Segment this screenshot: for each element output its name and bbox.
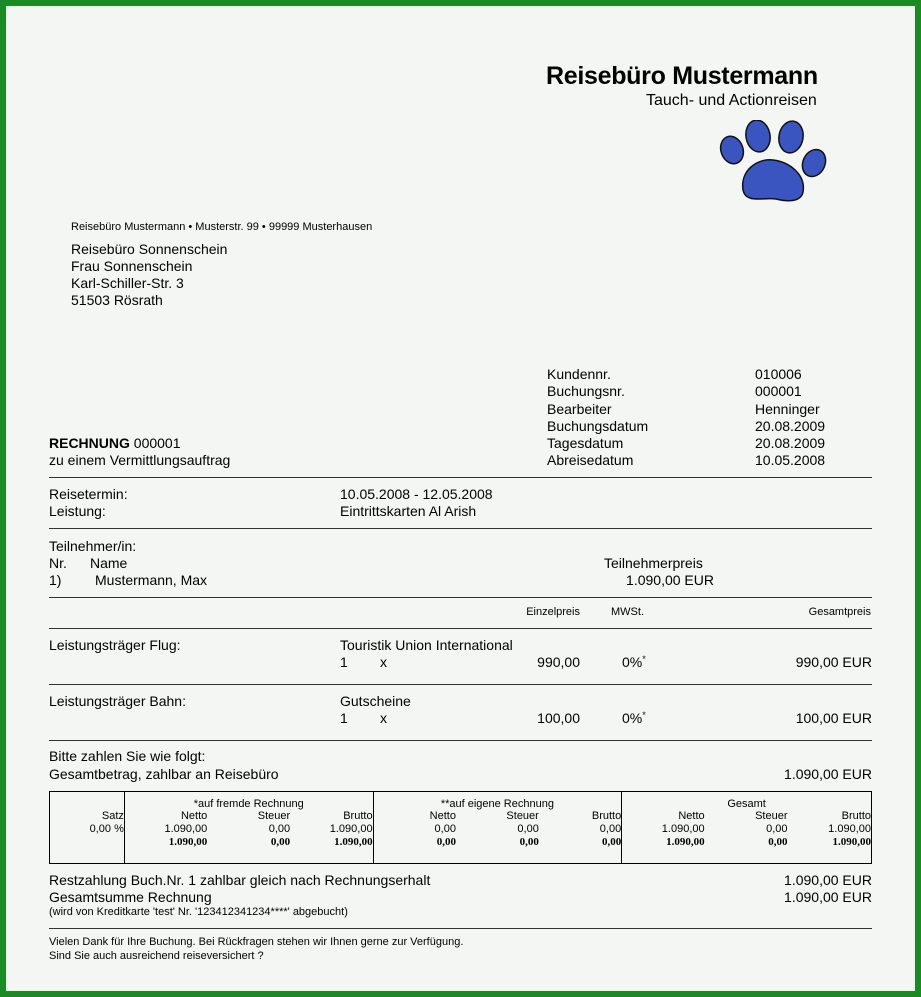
participants-col-nr: Nr. <box>49 555 67 571</box>
items-header-unit: Einzelpreis <box>526 606 580 618</box>
item-total: 990,00 EUR <box>795 654 872 670</box>
item-qty: 1 <box>340 710 348 726</box>
tax-sum-cell: 1.090,00 <box>832 836 871 848</box>
tax-sum-cell: 1.090,00 <box>334 836 373 848</box>
tax-col-netto: Netto <box>373 810 456 823</box>
payment-intro: Bitte zahlen Sie wie folgt: <box>49 748 206 764</box>
divider <box>49 597 872 598</box>
tax-group-foreign: *auf fremde Rechnung <box>124 792 373 811</box>
meta-label: Tagesdatum <box>547 435 624 451</box>
tax-sum-cell: 1.090,00 <box>124 836 207 864</box>
item-provider: Gutscheine <box>340 693 411 709</box>
invoice-page <box>6 6 915 991</box>
tax-cell: 1.090,00 <box>124 823 207 836</box>
tax-col-netto: Netto <box>124 810 207 823</box>
item-unit: 100,00 <box>537 710 580 726</box>
participant-nr: 1) <box>49 572 62 588</box>
company-name: Reisebüro Mustermann <box>546 62 818 90</box>
item-total: 100,00 EUR <box>795 710 872 726</box>
item-label: Leistungsträger Bahn: <box>49 693 186 709</box>
meta-label: Kundennr. <box>547 366 611 382</box>
footer-insurance: Sind Sie auch ausreichend reiseversichert ? <box>49 950 264 962</box>
tax-sum-cell: 0,00 <box>270 836 291 848</box>
footer-thanks: Vielen Dank für Ihre Buchung. Bei Rückfragen stehen wir Ihnen gerne zur Verfügung. <box>49 936 464 948</box>
participant-price: 1.090,00 EUR <box>626 572 714 588</box>
tax-cell: 1.090,00 <box>828 823 871 835</box>
divider <box>49 528 872 529</box>
trip-service-value: Eintrittskarten Al Arish <box>340 503 477 519</box>
sender-line: Reisebüro Mustermann • Musterstr. 99 • 99999 Musterhausen <box>71 221 373 233</box>
remaining-value: 1.090,00 EUR <box>784 872 872 888</box>
item-vat-star: * <box>642 710 646 720</box>
recipient-line: 51503 Rösrath <box>71 292 163 308</box>
participants-heading: Teilnehmer/in: <box>49 538 137 554</box>
recipient-line: Karl-Schiller-Str. 3 <box>71 275 184 291</box>
invoice-title-label: RECHNUNG <box>49 435 130 451</box>
item-vat <box>622 654 646 670</box>
tax-col-brutto: Brutto <box>841 810 871 822</box>
invoice-title <box>49 435 181 451</box>
trip-service-label: Leistung: <box>49 503 106 519</box>
company-tagline: Tauch- und Actionreisen <box>646 92 817 109</box>
divider <box>49 684 872 685</box>
tax-sum-cell: 0,00 <box>601 836 622 848</box>
recipient-line: Reisebüro Sonnenschein <box>71 241 228 257</box>
tax-cell: 1.090,00 <box>622 823 705 836</box>
paw-icon <box>718 120 828 209</box>
divider <box>49 628 872 629</box>
divider <box>49 477 872 478</box>
meta-value: 20.08.2009 <box>755 435 826 451</box>
tax-col-netto: Netto <box>622 810 705 823</box>
participants-col-price: Teilnehmerpreis <box>604 555 703 571</box>
item-label: Leistungsträger Flug: <box>49 637 181 653</box>
tax-cell: 0,00 <box>599 823 622 835</box>
tax-sum-cell: 0,00 <box>373 836 456 864</box>
items-header-vat: MWSt. <box>611 606 644 618</box>
invoice-sum-value: 1.090,00 EUR <box>784 889 872 905</box>
tax-cell: 0,00 % <box>89 823 124 835</box>
item-unit: 990,00 <box>537 654 580 670</box>
item-x: x <box>380 654 387 670</box>
tax-col-satz: Satz <box>101 810 124 822</box>
meta-label: Buchungsnr. <box>547 383 625 399</box>
meta-label: Abreisedatum <box>547 452 634 468</box>
meta-value: 010006 <box>755 366 802 382</box>
invoice-subtitle: zu einem Vermittlungsauftrag <box>49 452 231 468</box>
item-vat <box>622 710 646 726</box>
tax-cell: 0,00 <box>517 823 539 835</box>
remaining-label: Restzahlung Buch.Nr. 1 zahlbar gleich nach Rechnungserhalt <box>49 872 431 888</box>
tax-col-steuer: Steuer <box>755 810 788 822</box>
tax-cell: 0,00 <box>766 823 788 835</box>
meta-value: 20.08.2009 <box>755 418 826 434</box>
tax-sum-cell: 0,00 <box>519 836 539 848</box>
meta-value: 000001 <box>755 383 802 399</box>
meta-value: Henninger <box>755 401 820 417</box>
item-vat-value: 0% <box>622 710 643 726</box>
invoice-sum-label: Gesamtsumme Rechnung <box>49 889 212 905</box>
tax-col-brutto: Brutto <box>591 810 622 822</box>
payment-total-value: 1.090,00 EUR <box>784 766 872 782</box>
item-provider: Touristik Union International <box>340 637 513 653</box>
participants-col-name: Name <box>90 555 128 571</box>
item-x: x <box>380 710 387 726</box>
payment-total-label: Gesamtbetrag, zahlbar an Reisebüro <box>49 766 279 782</box>
tax-sum-cell: 1.090,00 <box>622 836 705 864</box>
trip-date-value: 10.05.2008 - 12.05.2008 <box>340 486 493 502</box>
tax-col-brutto: Brutto <box>343 810 373 822</box>
item-vat-value: 0% <box>622 654 643 670</box>
tax-group-total: Gesamt <box>622 792 872 811</box>
items-header-total: Gesamtpreis <box>808 606 871 618</box>
meta-label: Bearbeiter <box>547 401 612 417</box>
invoice-number: 000001 <box>133 435 181 451</box>
tax-sum-cell: 0,00 <box>768 836 788 848</box>
tax-col-steuer: Steuer <box>257 810 291 822</box>
item-vat-star: * <box>642 654 646 664</box>
meta-label: Buchungsdatum <box>547 418 649 434</box>
tax-cell: 1.090,00 <box>329 823 373 835</box>
tax-group-own: **auf eigene Rechnung <box>373 792 622 811</box>
trip-date-label: Reisetermin: <box>49 486 128 502</box>
tax-table <box>49 791 872 864</box>
divider <box>49 740 872 741</box>
payment-note: (wird von Kreditkarte 'test' Nr. '123412341234****' abgebucht) <box>49 906 348 918</box>
tax-cell: 0,00 <box>373 823 456 836</box>
item-qty: 1 <box>340 654 348 670</box>
participant-name: Mustermann, Max <box>95 572 208 588</box>
tax-cell: 0,00 <box>268 823 291 835</box>
recipient-line: Frau Sonnenschein <box>71 258 193 274</box>
divider <box>49 928 872 929</box>
meta-value: 10.05.2008 <box>755 452 826 468</box>
tax-col-steuer: Steuer <box>506 810 539 822</box>
